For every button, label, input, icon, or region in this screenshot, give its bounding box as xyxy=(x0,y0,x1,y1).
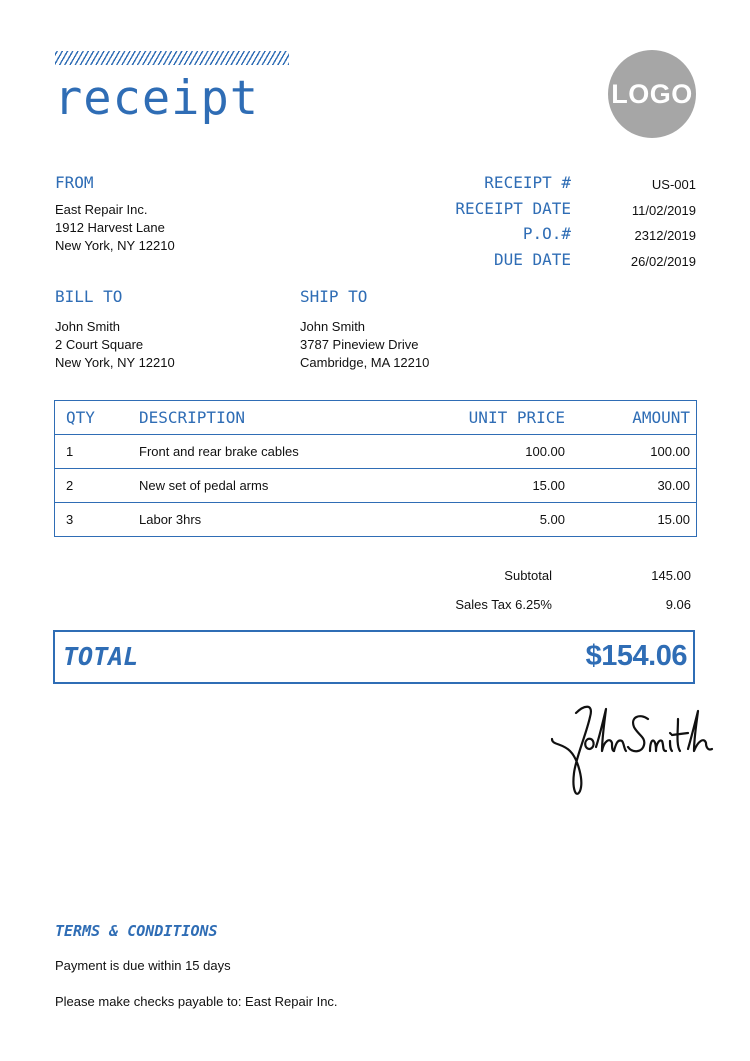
receipt-date-value: 11/02/2019 xyxy=(631,203,696,218)
table-row xyxy=(55,502,696,536)
ship-to-street: 3787 Pineview Drive xyxy=(300,337,419,352)
unit-price-header: UNIT PRICE xyxy=(468,408,565,427)
bill-to-city: New York, NY 12210 xyxy=(55,355,175,370)
from-city: New York, NY 12210 xyxy=(55,238,175,253)
terms-title: TERMS & CONDITIONS xyxy=(55,922,218,940)
total-box xyxy=(53,630,695,684)
unit-price-cell: 100.00 xyxy=(525,444,565,459)
ship-to-city: Cambridge, MA 12210 xyxy=(300,355,430,370)
bill-to-name: John Smith xyxy=(55,319,121,334)
ship-to-name: John Smith xyxy=(300,319,366,334)
from-street: 1912 Harvest Lane xyxy=(55,220,165,235)
logo-placeholder xyxy=(608,50,696,138)
total-value: $154.06 xyxy=(585,640,687,672)
po-number-label: P.O.# xyxy=(522,224,571,243)
logo-text: LOGO xyxy=(611,78,693,109)
amount-cell: 15.00 xyxy=(657,512,690,527)
subtotal-value: 145.00 xyxy=(651,568,691,583)
qty-cell: 1 xyxy=(66,444,74,459)
receipt-number-value: US-001 xyxy=(651,177,696,192)
amount-header: AMOUNT xyxy=(632,408,690,427)
description-cell: Front and rear brake cables xyxy=(139,444,299,459)
terms-payment-due: Payment is due within 15 days xyxy=(55,958,231,973)
unit-price-cell: 15.00 xyxy=(532,478,565,493)
decorative-hatch-stripe xyxy=(55,51,289,65)
from-label: FROM xyxy=(55,173,94,192)
line-items-table xyxy=(54,400,697,537)
receipt-date-label: RECEIPT DATE xyxy=(455,199,571,218)
bill-to-street: 2 Court Square xyxy=(55,337,144,352)
bill-to-label: BILL TO xyxy=(55,287,123,306)
due-date-label: DUE DATE xyxy=(493,250,571,269)
terms-payable-to: Please make checks payable to: East Repair Inc. xyxy=(55,994,338,1009)
unit-price-cell: 5.00 xyxy=(539,512,565,527)
amount-cell: 30.00 xyxy=(657,478,690,493)
from-company: East Repair Inc. xyxy=(55,202,148,217)
document-title: receipt xyxy=(54,71,260,126)
receipt-number-label: RECEIPT # xyxy=(484,173,571,192)
ship-to-label: SHIP TO xyxy=(300,287,368,306)
table-row xyxy=(55,434,696,468)
description-cell: New set of pedal arms xyxy=(139,478,269,493)
description-header: DESCRIPTION xyxy=(139,408,245,427)
table-header-row xyxy=(55,401,696,434)
po-number-value: 2312/2019 xyxy=(634,228,696,243)
table-row xyxy=(55,468,696,502)
sales-tax-label: Sales Tax 6.25% xyxy=(455,597,552,612)
description-cell: Labor 3hrs xyxy=(139,512,202,527)
due-date-value: 26/02/2019 xyxy=(630,254,696,269)
sales-tax-value: 9.06 xyxy=(665,597,691,612)
subtotal-label: Subtotal xyxy=(504,568,552,583)
qty-cell: 2 xyxy=(66,478,74,493)
total-label: TOTAL xyxy=(63,642,139,671)
qty-header: QTY xyxy=(66,408,95,427)
signature-image xyxy=(546,695,716,805)
qty-cell: 3 xyxy=(66,512,74,527)
amount-cell: 100.00 xyxy=(650,444,690,459)
